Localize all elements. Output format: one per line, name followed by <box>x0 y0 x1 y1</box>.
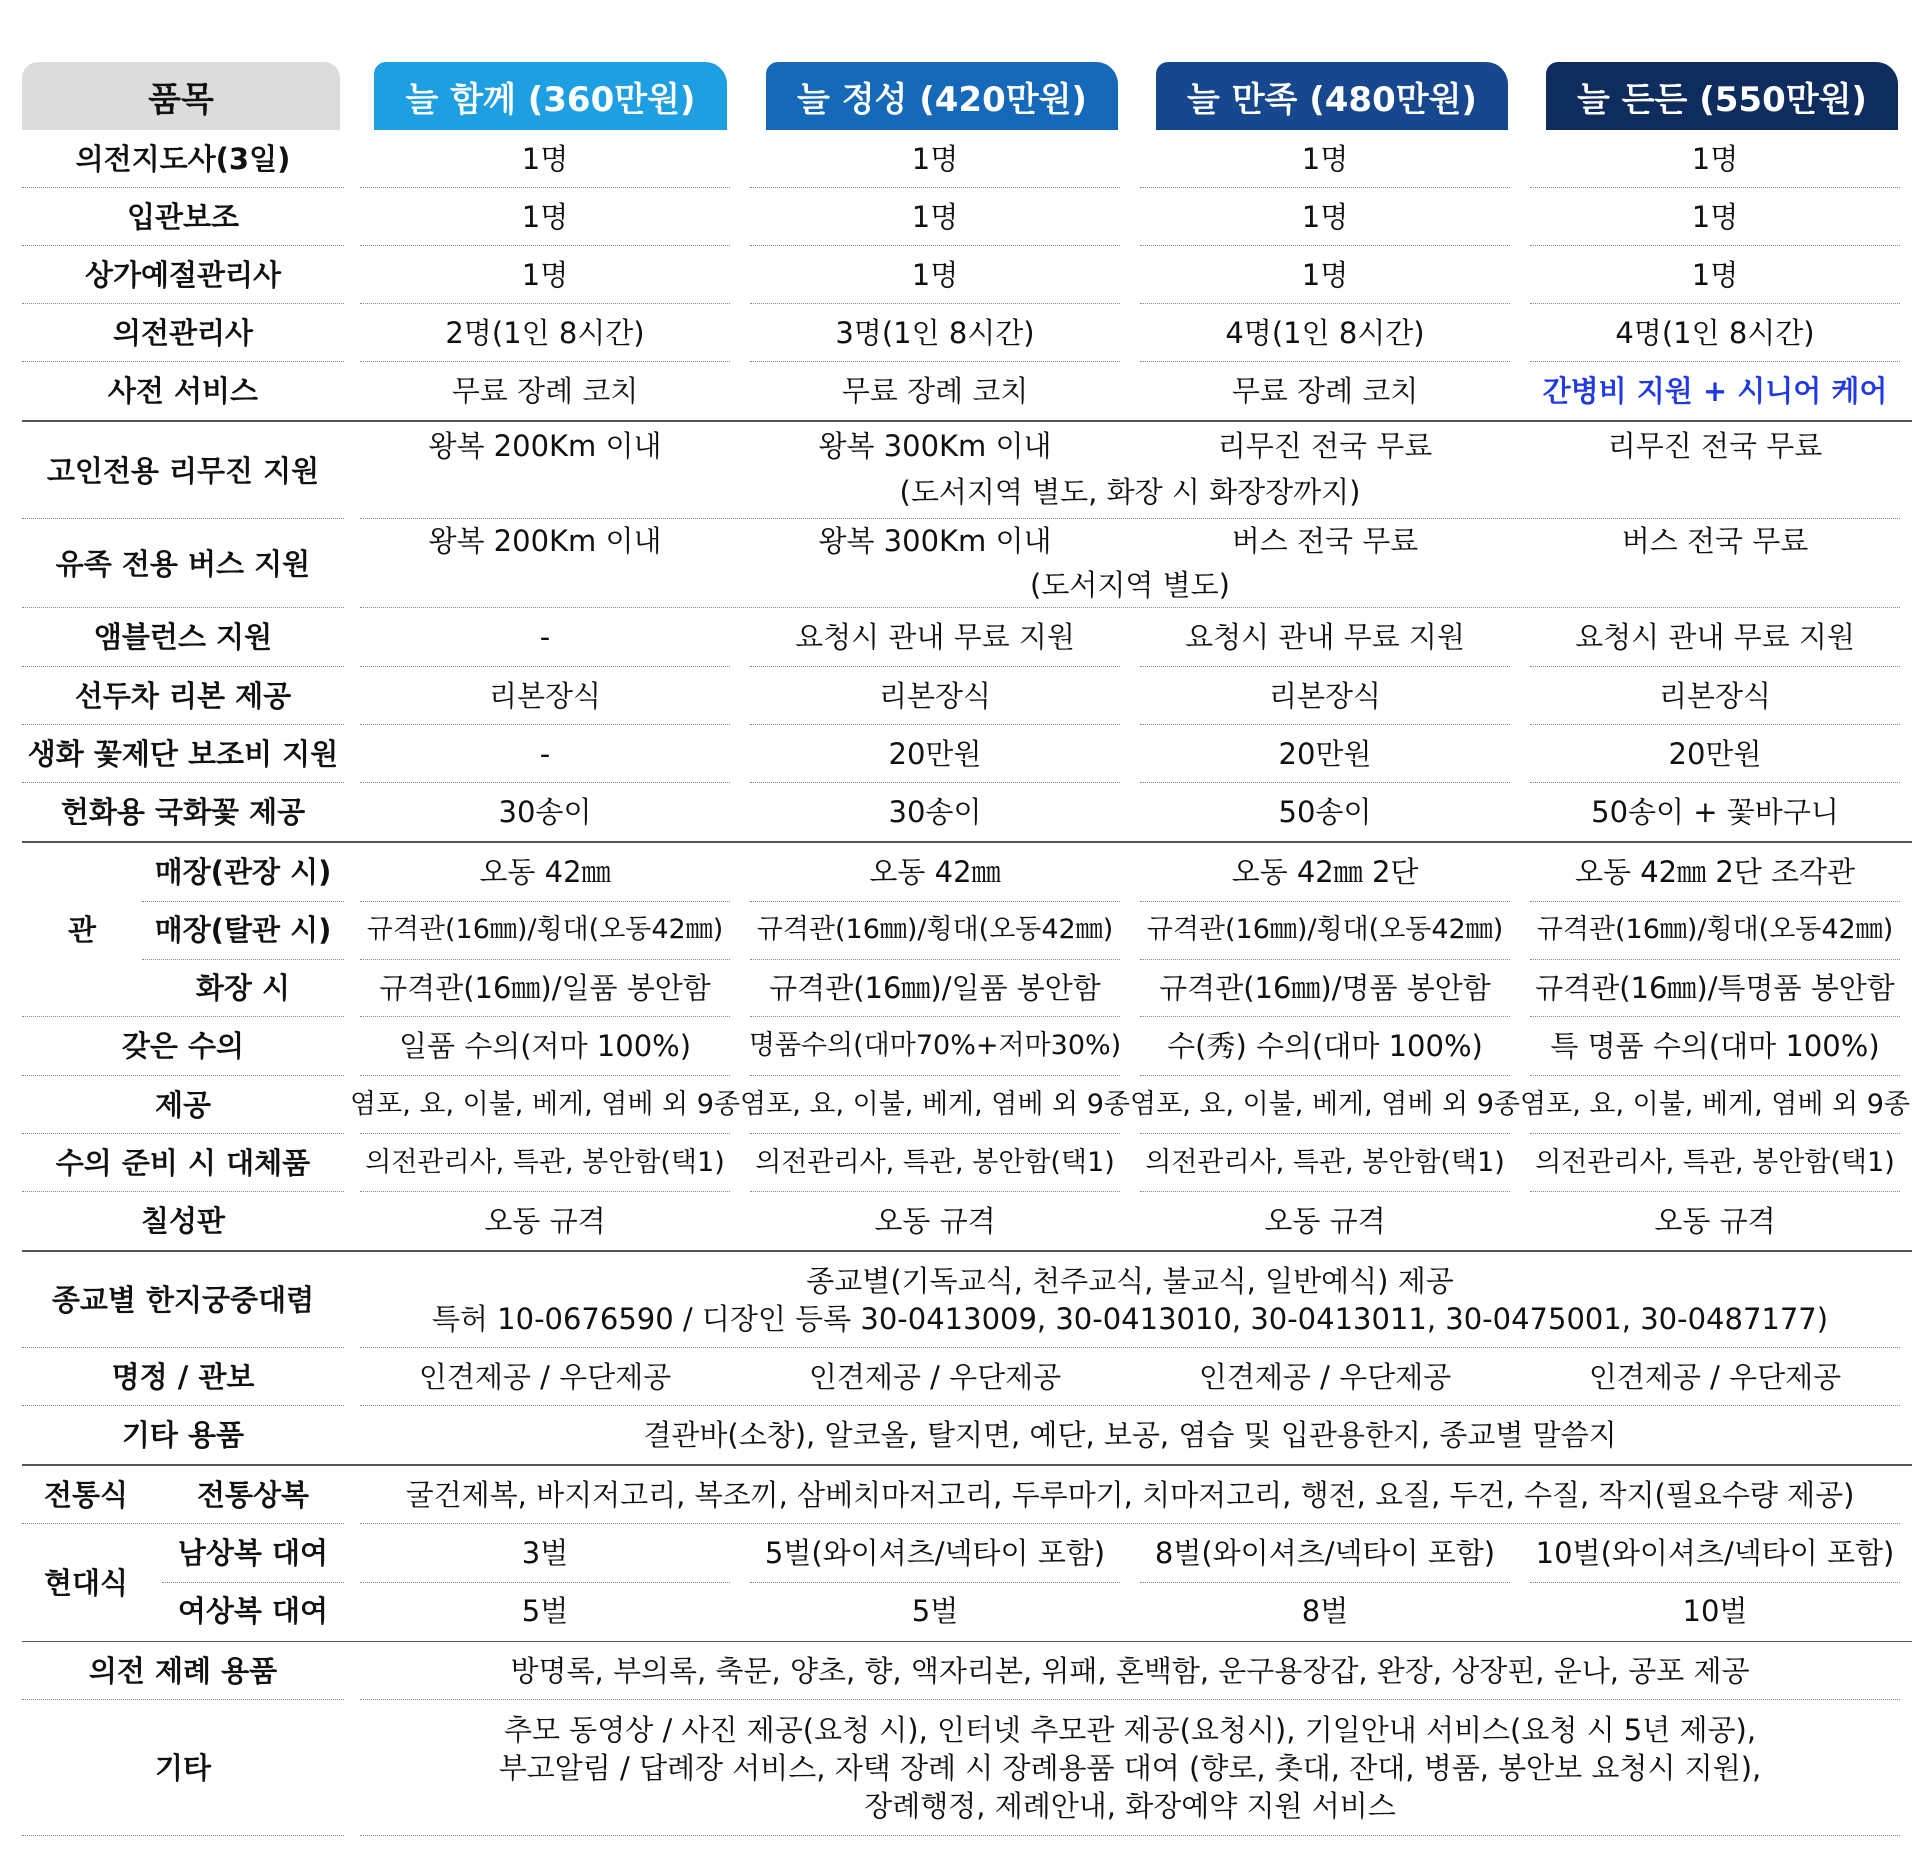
value-plan-3: 1명 <box>1301 258 1349 292</box>
value-plan-2: 오동 42㎜ <box>869 855 1001 889</box>
value-plan-1: 리본장식 <box>488 679 602 713</box>
value-plan-2: 리본장식 <box>878 679 992 713</box>
value-plan-4: 1명 <box>1691 142 1739 176</box>
value-plan-3: 수(秀) 수의(대마 100%) <box>1167 1029 1483 1063</box>
value-plan-4: 요청시 관내 무료 지원 <box>1575 620 1855 654</box>
value-plan-3: 의전관리사, 특관, 봉안함(택1) <box>1145 1147 1505 1178</box>
row-label: 남상복 대여 <box>177 1536 329 1570</box>
value-plan-1: 규격관(16㎜)/횡대(오동42㎜) <box>366 914 724 945</box>
table-row <box>22 1192 1912 1252</box>
value-plan-1: 오동 42㎜ <box>479 855 611 889</box>
value-plan-3: 리본장식 <box>1268 679 1382 713</box>
religious-text <box>360 1252 1900 1348</box>
row-label: 매장(탈관 시) <box>154 913 332 947</box>
group-label-traditional: 전통식 <box>43 1478 129 1512</box>
table-row <box>22 130 1912 188</box>
value-plan-1: 무료 장례 코치 <box>451 374 639 408</box>
plan-header-2: 늘 정성 (420만원) <box>766 62 1118 130</box>
other-line-3: 장례행정, 제례안내, 화장예약 지원 서비스 <box>864 1789 1396 1823</box>
value-plan-1: 왕복 200Km 이내 <box>428 524 662 558</box>
row-label: 수의 준비 시 대체품 <box>55 1146 311 1180</box>
value-plan-1: 인견제공 / 우단제공 <box>418 1360 672 1394</box>
value-plan-3: 1명 <box>1301 200 1349 234</box>
table-row <box>22 1700 1912 1836</box>
table-row <box>22 725 1912 783</box>
value-plan-3: 8벌(와이셔츠/넥타이 포함) <box>1154 1536 1496 1570</box>
funeral-plan-comparison-table <box>22 62 1912 1836</box>
value-plan-4: 의전관리사, 특관, 봉안함(택1) <box>1535 1147 1895 1178</box>
table-row <box>22 1642 1912 1700</box>
value-plan-3: 규격관(16㎜)/명품 봉안함 <box>1159 971 1491 1005</box>
value-plan-4: 리무진 전국 무료 <box>1607 429 1823 463</box>
table-row <box>22 1466 1912 1524</box>
row-label: 의전 제례 용품 <box>88 1654 278 1688</box>
table-row <box>22 1076 1912 1134</box>
value-plan-4: 염포, 요, 이불, 베게, 염베 외 9종 <box>1520 1089 1910 1120</box>
value-plan-2: 5벌 <box>911 1594 959 1628</box>
value-plan-1: 일품 수의(저마 100%) <box>398 1029 692 1063</box>
row-label: 생화 꽃제단 보조비 지원 <box>27 737 339 771</box>
row-label: 입관보조 <box>126 200 240 234</box>
row-label: 칠성판 <box>140 1204 226 1238</box>
table-header-row <box>22 62 1912 130</box>
row-label: 헌화용 국화꽃 제공 <box>60 795 306 829</box>
table-row <box>22 304 1912 362</box>
other-services-text <box>360 1700 1900 1836</box>
row-label: 상가예절관리사 <box>84 258 282 292</box>
value-plan-1: - <box>539 620 551 654</box>
value-plan-2: 1명 <box>911 200 959 234</box>
other-line-1: 추모 동영상 / 사진 제공(요청 시), 인터넷 추모관 제공(요청시), 기일안내 서비스(요청 시 5년 제공), <box>503 1713 1757 1747</box>
value-plan-3: 무료 장례 코치 <box>1231 374 1419 408</box>
value-plan-2: 규격관(16㎜)/일품 봉안함 <box>769 971 1101 1005</box>
value-plan-3: 규격관(16㎜)/횡대(오동42㎜) <box>1146 914 1504 945</box>
table-row <box>22 608 1912 667</box>
other-line-2: 부고알림 / 답례장 서비스, 자택 장례 시 장례용품 대여 (향로, 촛대, 잔대, 병품, 봉안보 요청시 지원), <box>498 1751 1762 1785</box>
group-label-modern: 현대식 <box>43 1566 129 1600</box>
religious-line-1: 종교별(기독교식, 천주교식, 불교식, 일반예식) 제공 <box>806 1264 1454 1298</box>
value-plan-1: 염포, 요, 이불, 베게, 염베 외 9종 <box>350 1089 740 1120</box>
value-plan-2: 규격관(16㎜)/횡대(오동42㎜) <box>756 914 1114 945</box>
row-label: 제공 <box>154 1088 212 1122</box>
value-plan-2: 무료 장례 코치 <box>841 374 1029 408</box>
value-plan-3: 오동 42㎜ 2단 <box>1231 855 1419 889</box>
traditional-mourning-text: 굴건제복, 바지저고리, 복조끼, 삼베치마저고리, 두루마기, 치마저고리, 행전, 요질, 두건, 수질, 작지(필요수량 제공) <box>405 1478 1855 1512</box>
value-plan-1: - <box>539 737 551 771</box>
value-plan-3: 오동 규격 <box>1264 1204 1386 1238</box>
divider <box>360 1835 1900 1836</box>
value-plan-3: 1명 <box>1301 142 1349 176</box>
table-row <box>22 362 1912 422</box>
value-plan-2: 3명(1인 8시간) <box>835 316 1035 350</box>
value-plan-4: 특 명품 수의(대마 100%) <box>1550 1029 1880 1063</box>
value-plan-4: 인견제공 / 우단제공 <box>1588 1360 1842 1394</box>
divider <box>22 1835 344 1836</box>
value-plan-3: 리무진 전국 무료 <box>1217 429 1433 463</box>
value-plan-2: 1명 <box>911 142 959 176</box>
value-plan-1: 1명 <box>521 258 569 292</box>
value-plan-2: 5벌(와이셔츠/넥타이 포함) <box>764 1536 1106 1570</box>
table-row <box>22 1406 1912 1466</box>
limousine-note: (도서지역 별도, 화장 시 화장장까지) <box>899 475 1361 509</box>
row-label: 전통상복 <box>196 1478 310 1512</box>
value-plan-2: 염포, 요, 이불, 베게, 염베 외 9종 <box>740 1089 1130 1120</box>
value-plan-4: 10벌 <box>1682 1594 1748 1628</box>
value-plan-1: 2명(1인 8시간) <box>445 316 645 350</box>
value-plan-4: 10벌(와이셔츠/넥타이 포함) <box>1535 1536 1895 1570</box>
row-label: 기타 용품 <box>121 1418 245 1452</box>
row-label: 유족 전용 버스 지원 <box>55 546 311 581</box>
value-plan-3: 요청시 관내 무료 지원 <box>1185 620 1465 654</box>
row-label: 사전 서비스 <box>107 374 259 408</box>
value-plan-1: 1명 <box>521 200 569 234</box>
value-plan-2: 30송이 <box>888 795 982 829</box>
value-plan-1: 1명 <box>521 142 569 176</box>
value-plan-4: 리본장식 <box>1658 679 1772 713</box>
value-plan-4: 오동 규격 <box>1654 1204 1776 1238</box>
value-plan-4: 1명 <box>1691 200 1739 234</box>
row-label: 고인전용 리무진 지원 <box>46 453 320 488</box>
table-row <box>22 422 1912 519</box>
misc-supplies-text: 결관바(소창), 알코올, 탈지면, 예단, 보공, 염습 및 입관용한지, 종교별 말씀지 <box>643 1418 1617 1452</box>
value-plan-4: 4명(1인 8시간) <box>1615 316 1815 350</box>
value-plan-2: 의전관리사, 특관, 봉안함(택1) <box>755 1147 1115 1178</box>
value-plan-2: 1명 <box>911 258 959 292</box>
value-plan-2: 인견제공 / 우단제공 <box>808 1360 1062 1394</box>
value-plan-2: 오동 규격 <box>874 1204 996 1238</box>
plan-header-4: 늘 든든 (550만원) <box>1546 62 1898 130</box>
row-label: 매장(관장 시) <box>154 855 332 889</box>
value-plan-4: 20만원 <box>1668 737 1762 771</box>
table-row <box>22 1134 1912 1192</box>
value-plan-2: 명품수의(대마70%+저마30%) <box>748 1030 1122 1061</box>
coffin-group <box>22 843 1912 1017</box>
value-plan-3: 인견제공 / 우단제공 <box>1198 1360 1452 1394</box>
value-plan-1: 오동 규격 <box>484 1204 606 1238</box>
value-plan-4: 1명 <box>1691 258 1739 292</box>
value-plan-4: 규격관(16㎜)/특명품 봉안함 <box>1535 971 1895 1005</box>
value-plan-1: 규격관(16㎜)/일품 봉안함 <box>379 971 711 1005</box>
plan-header-3: 늘 만족 (480만원) <box>1156 62 1508 130</box>
value-plan-1: 왕복 200Km 이내 <box>428 429 662 463</box>
value-plan-3: 염포, 요, 이불, 베게, 염베 외 9종 <box>1130 1089 1520 1120</box>
table-row <box>22 246 1912 304</box>
value-plan-4: 버스 전국 무료 <box>1621 524 1809 558</box>
table-row <box>22 1017 1912 1076</box>
table-row <box>22 1252 1912 1348</box>
value-plan-4: 오동 42㎜ 2단 조각관 <box>1574 855 1856 889</box>
group-label-coffin: 관 <box>67 913 96 947</box>
value-plan-2: 20만원 <box>888 737 982 771</box>
value-plan-1: 5벌 <box>521 1594 569 1628</box>
table-row <box>22 188 1912 246</box>
row-label: 명정 / 관보 <box>111 1360 255 1394</box>
row-label: 화장 시 <box>195 971 291 1005</box>
value-plan-3: 버스 전국 무료 <box>1231 524 1419 558</box>
table-row <box>22 519 1912 608</box>
row-label: 의전관리사 <box>112 316 254 350</box>
row-label: 갖은 수의 <box>121 1029 245 1063</box>
value-plan-4: 규격관(16㎜)/횡대(오동42㎜) <box>1536 914 1894 945</box>
table-row <box>22 783 1912 843</box>
modern-group <box>22 1524 1912 1642</box>
value-plan-1: 30송이 <box>498 795 592 829</box>
value-plan-3: 20만원 <box>1278 737 1372 771</box>
value-plan-3: 50송이 <box>1278 795 1372 829</box>
value-plan-1: 3벌 <box>521 1536 569 1570</box>
value-plan-3: 4명(1인 8시간) <box>1225 316 1425 350</box>
row-label: 기타 <box>154 1751 212 1785</box>
bus-note: (도서지역 별도) <box>1030 568 1230 602</box>
item-column-header: 품목 <box>22 62 340 130</box>
value-plan-3: 8벌 <box>1301 1594 1349 1628</box>
row-label: 여상복 대여 <box>177 1594 329 1628</box>
value-plan-1: 의전관리사, 특관, 봉안함(택1) <box>365 1147 725 1178</box>
table-row <box>22 1348 1912 1406</box>
row-label: 선두차 리본 제공 <box>74 679 292 713</box>
ritual-supplies-text: 방명록, 부의록, 축문, 양초, 향, 액자리본, 위패, 혼백함, 운구용장갑, 완장, 상장핀, 운나, 공포 제공 <box>510 1654 1750 1688</box>
value-plan-4: 50송이 + 꽃바구니 <box>1591 795 1839 829</box>
value-plan-2: 왕복 300Km 이내 <box>818 429 1052 463</box>
value-plan-4-highlight: 간병비 지원 + 시니어 케어 <box>1542 374 1888 408</box>
row-label: 의전지도사(3일) <box>75 142 291 176</box>
value-plan-2: 왕복 300Km 이내 <box>818 524 1052 558</box>
plan-header-1: 늘 함께 (360만원) <box>374 62 727 130</box>
table-row <box>22 667 1912 725</box>
religious-line-2: 특허 10-0676590 / 디장인 등록 30-0413009, 30-0413010, 30-0413011, 30-0475001, 30-0487177) <box>431 1302 1829 1336</box>
row-label: 앰블런스 지원 <box>93 620 273 654</box>
value-plan-2: 요청시 관내 무료 지원 <box>795 620 1075 654</box>
row-label: 종교별 한지궁중대렴 <box>51 1283 315 1317</box>
